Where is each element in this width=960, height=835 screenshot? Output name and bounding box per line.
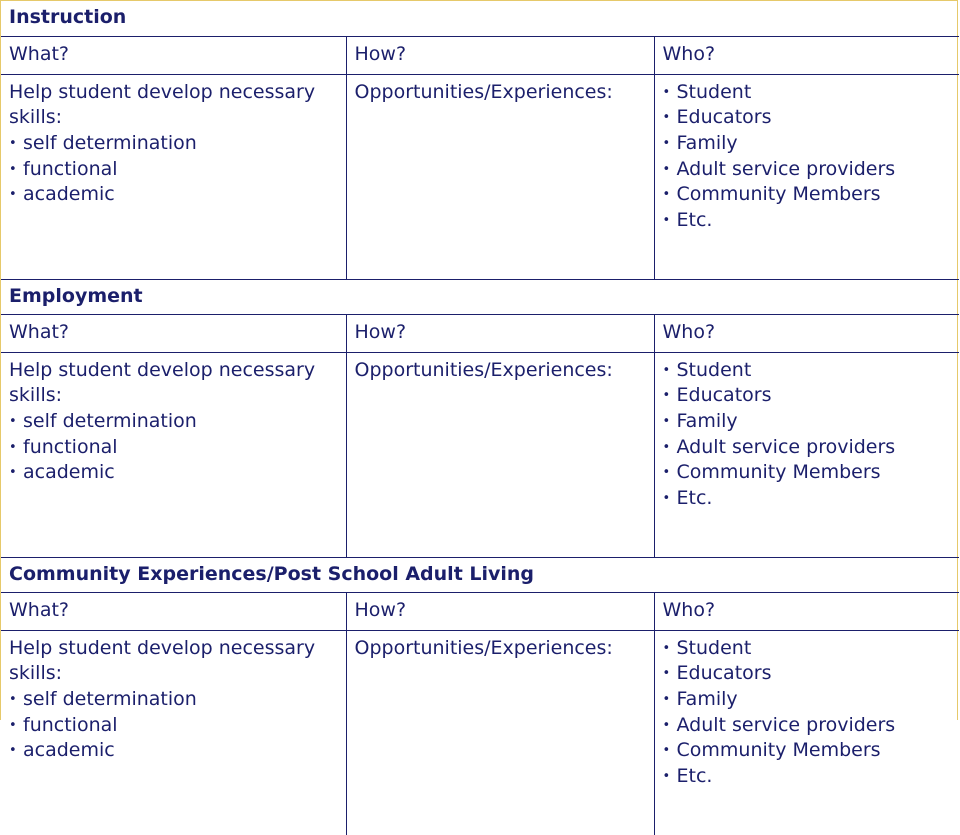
content-row [1,630,959,835]
who-list [663,80,952,234]
what-header: What? [1,592,346,630]
what-lead-text: Help student develop necessary skills: [9,358,316,407]
list-item: • Family [663,687,952,713]
section-header-row [1,279,959,314]
list-item: • Adult service providers [663,435,952,461]
list-item: • self determination [9,687,338,713]
how-header: How? [346,36,654,74]
how-header: How? [346,314,654,352]
who-header: Who? [654,36,959,74]
what-cell [1,352,346,557]
list-item: • Community Members [663,182,952,208]
list-item: • self determination [9,409,338,435]
list-item: • functional [9,713,338,739]
who-list [663,636,952,790]
list-item: • self determination [9,131,338,157]
what-lead-text: Help student develop necessary skills: [9,80,316,129]
list-item: • Etc. [663,208,952,234]
who-header: Who? [654,592,959,630]
column-header-row [1,36,959,74]
list-item: • Community Members [663,738,952,764]
section-title: Employment [1,279,959,314]
list-item: • Family [663,131,952,157]
list-item: • Community Members [663,460,952,486]
who-list [663,358,952,512]
what-header: What? [1,314,346,352]
column-header-row [1,592,959,630]
list-item: • Student [663,636,952,662]
section-title: Community Experiences/Post School Adult Living [1,557,959,592]
list-item: • Etc. [663,764,952,790]
content-row [1,352,959,557]
list-item: • academic [9,460,338,486]
who-cell [654,352,959,557]
how-cell: Opportunities/Experiences: [346,630,654,835]
skills-list [9,687,338,764]
how-cell: Opportunities/Experiences: [346,352,654,557]
list-item: • academic [9,182,338,208]
who-cell [654,630,959,835]
list-item: • functional [9,157,338,183]
what-lead-text: Help student develop necessary skills: [9,636,316,685]
how-header: How? [346,592,654,630]
list-item: • Adult service providers [663,713,952,739]
what-cell [1,74,346,279]
section-header-row [1,557,959,592]
section-header-row [1,1,959,36]
what-cell [1,630,346,835]
who-header: Who? [654,314,959,352]
transition-planning-table [1,1,959,835]
column-header-row [1,314,959,352]
list-item: • Etc. [663,486,952,512]
section-title: Instruction [1,1,959,36]
list-item: • Educators [663,383,952,409]
what-header: What? [1,36,346,74]
content-row [1,74,959,279]
list-item: • Student [663,358,952,384]
who-cell [654,74,959,279]
list-item: • functional [9,435,338,461]
list-item: • Family [663,409,952,435]
skills-list [9,131,338,208]
how-cell: Opportunities/Experiences: [346,74,654,279]
list-item: • academic [9,738,338,764]
list-item: • Adult service providers [663,157,952,183]
list-item: • Student [663,80,952,106]
list-item: • Educators [663,661,952,687]
list-item: • Educators [663,105,952,131]
skills-list [9,409,338,486]
